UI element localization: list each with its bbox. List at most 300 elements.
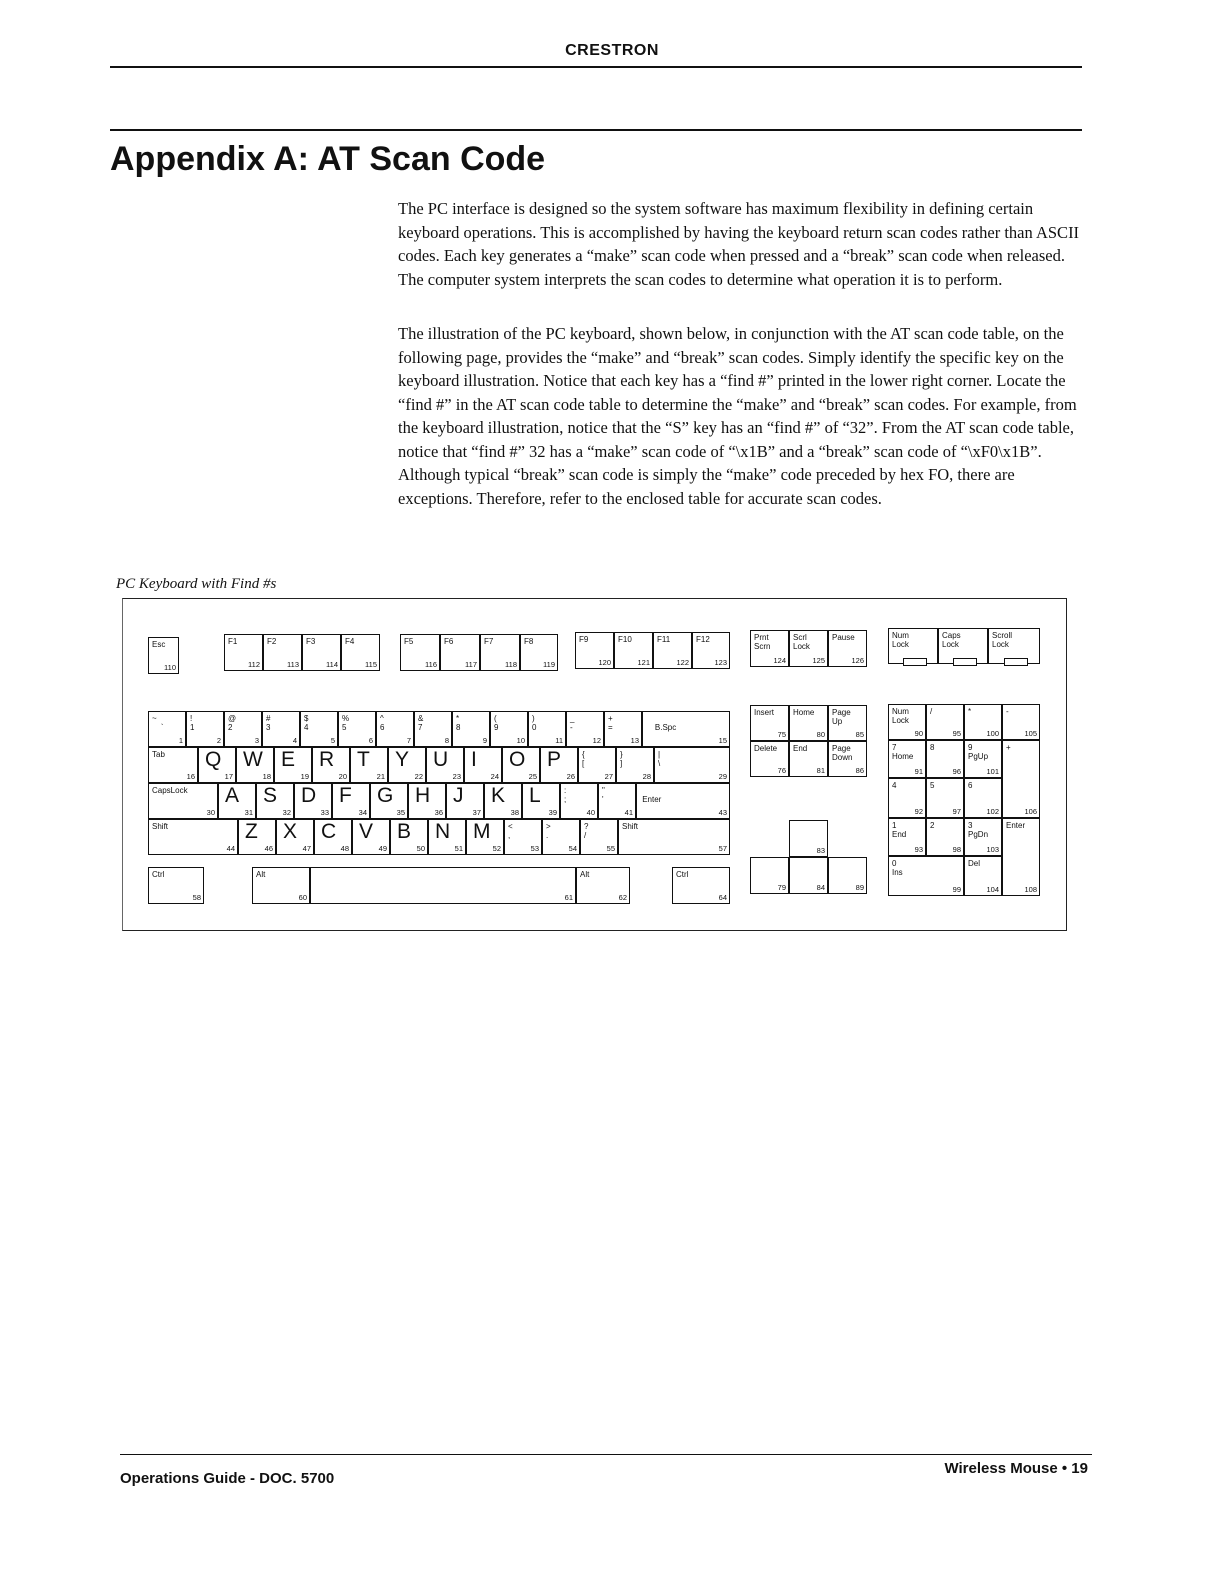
keyboard-key	[1002, 818, 1040, 896]
key-label: { [	[582, 750, 585, 768]
key-find-number: 91	[914, 767, 923, 776]
keyboard-key	[414, 711, 452, 747]
key-find-number: 34	[358, 808, 367, 817]
keyboard-key	[502, 747, 540, 783]
key-find-number: 58	[192, 893, 201, 902]
key-find-number: 24	[490, 772, 499, 781]
keyboard-key	[750, 741, 789, 777]
footer-rule	[120, 1454, 1092, 1455]
keyboard-key	[428, 819, 466, 855]
key-label: 8	[930, 743, 935, 752]
key-find-number: 76	[777, 766, 786, 775]
keyboard-key	[370, 783, 408, 819]
keyboard-key	[276, 819, 314, 855]
key-find-number: 108	[1024, 885, 1037, 894]
key-label: Esc	[152, 640, 166, 649]
key-find-number: 84	[816, 883, 825, 892]
key-label: Enter	[642, 795, 662, 804]
keyboard-key	[964, 818, 1002, 856]
key-label: N	[435, 820, 451, 843]
key-label: +	[1006, 743, 1011, 752]
key-find-number: 112	[248, 660, 260, 669]
key-label: *	[968, 707, 972, 716]
key-label: U	[433, 748, 449, 771]
key-find-number: 122	[676, 658, 689, 667]
key-find-number: 115	[365, 660, 377, 669]
keyboard-key	[390, 819, 428, 855]
key-label: 2	[930, 821, 935, 830]
key-find-number: 90	[914, 729, 923, 738]
key-label: ( 9	[494, 714, 499, 732]
key-label: 1 End	[892, 821, 907, 839]
keyboard-key	[198, 747, 236, 783]
keyboard-key	[964, 856, 1002, 896]
keyboard-key	[636, 783, 730, 819]
keyboard-key	[560, 783, 598, 819]
key-find-number: 118	[505, 660, 517, 669]
key-label: # 3	[266, 714, 271, 732]
key-label: -	[1006, 707, 1009, 716]
key-find-number: 2	[216, 736, 221, 745]
keyboard-key	[148, 819, 238, 855]
keyboard-key	[408, 783, 446, 819]
keyboard-key	[789, 741, 828, 777]
key-find-number: 6	[368, 736, 373, 745]
key-find-number: 37	[472, 808, 481, 817]
key-find-number: 25	[528, 772, 537, 781]
keyboard-key	[616, 747, 654, 783]
key-label: End	[793, 744, 808, 753]
key-find-number: 19	[300, 772, 309, 781]
key-find-number: 121	[637, 658, 650, 667]
key-label: ) 0	[532, 714, 537, 732]
key-label: A	[225, 784, 240, 807]
keyboard-key	[618, 819, 730, 855]
key-find-number: 15	[718, 736, 727, 745]
key-label: Shift	[622, 822, 639, 831]
keyboard-key	[828, 741, 867, 777]
keyboard-key	[452, 711, 490, 747]
key-find-number: 8	[444, 736, 449, 745]
footer-doc-title: Operations Guide - DOC. 5700	[120, 1470, 335, 1487]
key-label: J	[453, 784, 464, 807]
keyboard-key	[888, 856, 964, 896]
keyboard-key	[148, 637, 179, 674]
keyboard-key	[926, 818, 964, 856]
key-find-number: 28	[642, 772, 651, 781]
key-label: Del	[968, 859, 981, 868]
key-find-number: 95	[952, 729, 961, 738]
keyboard-key	[504, 819, 542, 855]
key-find-number: 35	[396, 808, 405, 817]
key-label: > .	[546, 822, 551, 840]
keyboard-key	[828, 857, 867, 894]
keyboard-key	[466, 819, 504, 855]
key-label: & 7	[418, 714, 424, 732]
key-label: } ]	[620, 750, 623, 768]
page-title: Appendix A: AT Scan Code	[110, 140, 546, 178]
keyboard-key	[789, 705, 828, 741]
keyboard-key	[484, 783, 522, 819]
key-label: Delete	[754, 744, 778, 753]
paragraph-intro: The PC interface is designed so the system software has maximum flexibility in defining certain keyboard operations. This is accomplished by having the keyboard return scan codes rather than ASCII codes. Each key generates a “make” scan code when pressed and a “break” scan code when released. The computer system interprets the scan codes to determine what operation it is to perform.	[398, 199, 1080, 289]
key-find-number: 96	[952, 767, 961, 776]
keyboard-key	[750, 630, 789, 667]
key-label: 7 Home	[892, 743, 914, 761]
key-label: " '	[602, 786, 605, 804]
keyboard-key	[540, 747, 578, 783]
key-find-number: 12	[592, 736, 601, 745]
key-find-number: 100	[986, 729, 999, 738]
keyboard-key	[598, 783, 636, 819]
keyboard-key	[440, 634, 480, 671]
key-label: Ctrl	[152, 870, 165, 879]
key-find-number: 80	[816, 730, 825, 739]
key-label: I	[471, 748, 477, 771]
key-label: Caps Lock	[942, 631, 961, 649]
keyboard-key	[964, 778, 1002, 818]
key-label: T	[357, 748, 370, 771]
keyboard-key	[888, 628, 938, 664]
key-find-number: 49	[378, 844, 387, 853]
keyboard-key	[224, 711, 262, 747]
keyboard-key	[314, 819, 352, 855]
key-find-number: 79	[777, 883, 786, 892]
key-find-number: 7	[406, 736, 411, 745]
keyboard-key	[464, 747, 502, 783]
key-find-number: 117	[465, 660, 477, 669]
keyboard-key	[256, 783, 294, 819]
keyboard-key	[692, 632, 730, 669]
key-find-number: 92	[914, 807, 923, 816]
keyboard-key	[888, 740, 926, 778]
key-find-number: 62	[618, 893, 627, 902]
key-label: _ -	[570, 714, 575, 732]
key-find-number: 125	[812, 656, 825, 665]
keyboard-key	[426, 747, 464, 783]
key-label: F8	[524, 637, 534, 646]
keyboard-key	[186, 711, 224, 747]
key-label: B	[397, 820, 412, 843]
keyboard-key	[750, 857, 789, 894]
key-find-number: 48	[340, 844, 349, 853]
keyboard-key	[964, 704, 1002, 740]
key-find-number: 64	[718, 893, 727, 902]
keyboard-key	[338, 711, 376, 747]
key-label: F9	[579, 635, 589, 644]
key-find-number: 105	[1024, 729, 1037, 738]
key-label: Enter	[1006, 821, 1026, 830]
keyboard-key	[576, 867, 630, 904]
keyboard-key	[352, 819, 390, 855]
keyboard-key	[828, 630, 867, 667]
key-find-number: 44	[226, 844, 235, 853]
key-label: H	[415, 784, 431, 807]
key-find-number: 38	[510, 808, 519, 817]
key-find-number: 120	[598, 658, 611, 667]
key-label: Page Up	[832, 708, 851, 726]
key-find-number: 81	[816, 766, 825, 775]
key-label: < ,	[508, 822, 513, 840]
key-label: Y	[395, 748, 410, 771]
keyboard-key	[580, 819, 618, 855]
key-label: Alt	[256, 870, 266, 879]
key-find-number: 119	[543, 660, 555, 669]
keyboard-key	[926, 704, 964, 740]
keyboard-key	[522, 783, 560, 819]
key-find-number: 123	[714, 658, 727, 667]
keyboard-key	[224, 634, 263, 671]
key-find-number: 31	[244, 808, 253, 817]
key-find-number: 39	[548, 808, 557, 817]
keyboard-key	[926, 778, 964, 818]
key-label: Scroll Lock	[992, 631, 1013, 649]
keyboard-key	[926, 740, 964, 778]
key-label: 4	[892, 781, 897, 790]
keyboard-key	[578, 747, 616, 783]
key-label: R	[319, 748, 335, 771]
key-find-number: 10	[516, 736, 525, 745]
key-find-number: 126	[851, 656, 864, 665]
keyboard-key	[614, 632, 653, 669]
key-label: Num Lock	[892, 631, 909, 649]
key-find-number: 46	[264, 844, 273, 853]
keyboard-key	[480, 634, 520, 671]
key-label: Shift	[152, 822, 169, 831]
keyboard-key	[332, 783, 370, 819]
key-find-number: 57	[718, 844, 727, 853]
key-find-number: 89	[855, 883, 864, 892]
key-label: 6	[968, 781, 973, 790]
footer-page-label: Wireless Mouse • 19	[944, 1460, 1088, 1477]
key-label: F4	[345, 637, 355, 646]
key-label: ! 1	[190, 714, 195, 732]
lock-indicator-icon	[903, 658, 927, 666]
key-find-number: 61	[564, 893, 573, 902]
key-find-number: 75	[777, 730, 786, 739]
keyboard-key	[388, 747, 426, 783]
key-label: V	[359, 820, 374, 843]
key-label: F7	[484, 637, 494, 646]
keyboard-key	[262, 711, 300, 747]
keyboard-key	[964, 740, 1002, 778]
key-label: Z	[245, 820, 258, 843]
key-label: F12	[696, 635, 710, 644]
key-label: /	[930, 707, 933, 716]
keyboard-key	[888, 704, 926, 740]
key-label: L	[529, 784, 541, 807]
key-label: O	[509, 748, 526, 771]
key-label: K	[491, 784, 506, 807]
key-label: F5	[404, 637, 414, 646]
key-find-number: 43	[718, 808, 727, 817]
key-find-number: 110	[164, 663, 176, 672]
key-find-number: 20	[338, 772, 347, 781]
keyboard-key	[294, 783, 332, 819]
key-label: CapsLock	[152, 786, 188, 795]
keyboard-key	[828, 705, 867, 741]
key-find-number: 47	[302, 844, 311, 853]
key-label: Insert	[754, 708, 775, 717]
key-find-number: 93	[914, 845, 923, 854]
key-label: Home	[793, 708, 815, 717]
key-label: F	[339, 784, 352, 807]
key-find-number: 54	[568, 844, 577, 853]
key-find-number: 32	[282, 808, 291, 817]
key-label: + =	[608, 714, 613, 732]
key-find-number: 17	[224, 772, 233, 781]
key-label: F3	[306, 637, 316, 646]
key-label: Prnt Scrn	[754, 633, 771, 651]
keyboard-key	[238, 819, 276, 855]
key-label: $ 4	[304, 714, 309, 732]
key-label: Ctrl	[676, 870, 689, 879]
key-find-number: 55	[606, 844, 615, 853]
key-find-number: 11	[555, 736, 563, 745]
key-label: C	[321, 820, 337, 843]
key-find-number: 23	[452, 772, 461, 781]
keyboard-key	[938, 628, 988, 664]
keyboard-key	[310, 867, 576, 904]
keyboard-key	[654, 747, 730, 783]
key-find-number: 40	[586, 808, 595, 817]
key-label: 9 PgUp	[968, 743, 989, 761]
keyboard-key	[988, 628, 1040, 664]
key-find-number: 50	[416, 844, 425, 853]
key-label: | \	[658, 750, 661, 768]
key-label: ~ `	[152, 714, 164, 732]
keyboard-key	[672, 867, 730, 904]
key-label: Alt	[580, 870, 590, 879]
key-label: F1	[228, 637, 238, 646]
key-find-number: 36	[434, 808, 443, 817]
key-find-number: 53	[530, 844, 539, 853]
keyboard-key	[376, 711, 414, 747]
keyboard-key	[148, 867, 204, 904]
key-find-number: 86	[855, 766, 864, 775]
key-label: 0 Ins	[892, 859, 903, 877]
key-find-number: 83	[816, 846, 825, 855]
header-rule	[110, 66, 1082, 68]
key-label: Page Down	[832, 744, 853, 762]
key-find-number: 18	[262, 772, 271, 781]
key-find-number: 26	[566, 772, 575, 781]
keyboard-key	[520, 634, 558, 671]
key-label: ^ 6	[380, 714, 385, 732]
keyboard-key	[400, 634, 440, 671]
key-label: % 5	[342, 714, 350, 732]
key-label: Scrl Lock	[793, 633, 810, 651]
key-label: ? /	[584, 822, 589, 840]
keyboard-key	[312, 747, 350, 783]
key-label: D	[301, 784, 317, 807]
keyboard-key	[1002, 740, 1040, 818]
keyboard-key	[542, 819, 580, 855]
keyboard-key	[341, 634, 380, 671]
key-label: W	[243, 748, 263, 771]
keyboard-key	[575, 632, 614, 669]
key-find-number: 30	[206, 808, 215, 817]
figure-caption: PC Keyboard with Find #s	[116, 576, 277, 592]
key-find-number: 22	[414, 772, 423, 781]
paragraph-instructions: The illustration of the PC keyboard, shown below, in conjunction with the AT scan code table, on the following page, provides the “make” and “break” scan codes. Simply identify the specific key on the keyboard illustration. Notice that each key has a “find #” printed in the lower right corner. Locate the “find #” in the AT scan code table to determine the “make” and “break” scan codes. For example, from the keyboard illustration, notice that the “S” key has an “find #” of “32”. From the AT scan code table, notice that “find #” 32 has a “make” scan code of “\x1B” and a “break” scan code of “\xF0\x1B”. Although typical “break” scan code is simply the “make” code preceded by hex FO, there are exceptions. Therefore, refer to the enclosed table for accurate scan codes.	[398, 324, 1077, 508]
keyboard-key	[446, 783, 484, 819]
key-label: E	[281, 748, 296, 771]
keyboard-key	[148, 747, 198, 783]
keyboard-key	[528, 711, 566, 747]
keyboard-key	[300, 711, 338, 747]
key-label: : ;	[564, 786, 567, 804]
key-find-number: 103	[986, 845, 999, 854]
key-find-number: 114	[326, 660, 338, 669]
key-label: 3 PgDn	[968, 821, 989, 839]
keyboard-key	[302, 634, 341, 671]
keyboard-key	[263, 634, 302, 671]
keyboard-key	[750, 705, 789, 741]
key-find-number: 1	[178, 736, 183, 745]
keyboard-key	[604, 711, 642, 747]
keyboard-key	[789, 820, 828, 857]
key-label: Num Lock	[892, 707, 909, 725]
key-find-number: 102	[986, 807, 999, 816]
key-label: X	[283, 820, 298, 843]
key-label: G	[377, 784, 394, 807]
key-label: S	[263, 784, 278, 807]
key-find-number: 106	[1024, 807, 1037, 816]
key-label: F11	[657, 635, 671, 644]
title-rule	[110, 129, 1082, 131]
key-label: Q	[205, 748, 222, 771]
key-label: F2	[267, 637, 277, 646]
keyboard-key	[1002, 704, 1040, 740]
key-label: F10	[618, 635, 632, 644]
key-find-number: 27	[604, 772, 613, 781]
keyboard-key	[218, 783, 256, 819]
key-label: F6	[444, 637, 454, 646]
keyboard-key	[252, 867, 310, 904]
key-label: Pause	[832, 633, 855, 642]
key-find-number: 3	[254, 736, 259, 745]
key-find-number: 113	[287, 660, 299, 669]
key-find-number: 52	[492, 844, 501, 853]
key-find-number: 99	[952, 885, 961, 894]
key-find-number: 4	[292, 736, 297, 745]
key-find-number: 9	[482, 736, 487, 745]
key-label: P	[547, 748, 562, 771]
key-find-number: 5	[330, 736, 335, 745]
key-find-number: 85	[855, 730, 864, 739]
key-label: 5	[930, 781, 935, 790]
key-find-number: 16	[186, 772, 195, 781]
keyboard-key	[789, 630, 828, 667]
key-find-number: 124	[773, 656, 786, 665]
key-find-number: 104	[986, 885, 999, 894]
key-label: * 8	[456, 714, 461, 732]
key-find-number: 60	[298, 893, 307, 902]
key-label: Tab	[152, 750, 165, 759]
keyboard-key	[148, 711, 186, 747]
keyboard-key	[566, 711, 604, 747]
keyboard-key	[274, 747, 312, 783]
keyboard-key	[653, 632, 692, 669]
header-brand: CRESTRON	[565, 42, 659, 59]
keyboard-key	[350, 747, 388, 783]
key-find-number: 33	[320, 808, 329, 817]
lock-indicator-icon	[953, 658, 977, 666]
key-find-number: 29	[718, 772, 727, 781]
key-find-number: 101	[986, 767, 999, 776]
key-label: B.Spc	[654, 723, 677, 732]
